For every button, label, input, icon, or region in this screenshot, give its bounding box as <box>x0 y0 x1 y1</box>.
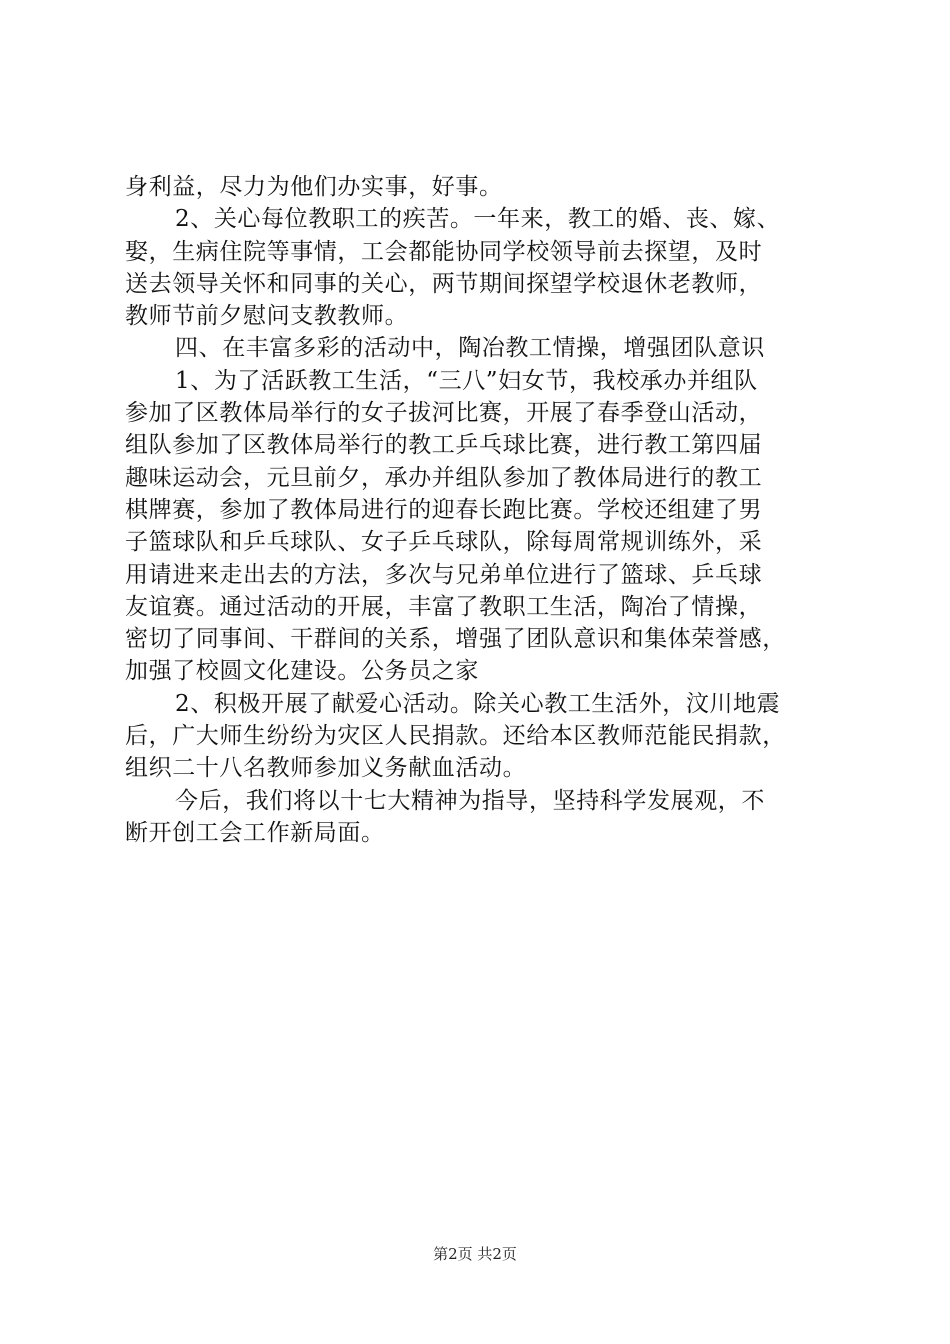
section-heading: 四、在丰富多彩的活动中，陶冶教工情操，增强团队意识 <box>175 335 765 362</box>
text-line: 送去领导关怀和同事的关心，两节期间探望学校退休老教师， <box>125 270 763 297</box>
text-line: 友谊赛。通过活动的开展，丰富了教职工生活，陶冶了情操， <box>125 593 763 620</box>
page-number-footer: 第2页 共2页 <box>433 1245 517 1263</box>
document-body <box>125 171 840 849</box>
text-line: 2、积极开展了献爱心活动。除关心教工生活外，汶川地震 <box>175 690 781 717</box>
text-line: 组织二十八名教师参加义务献血活动。 <box>125 755 527 782</box>
text-line: 趣味运动会，元旦前夕，承办并组队参加了教体局进行的教工 <box>125 464 763 491</box>
text-line: 断开创工会工作新局面。 <box>125 819 385 846</box>
text-line: 1、为了活跃教工生活，“三八”妇女节，我校承办并组队 <box>175 367 758 394</box>
text-line: 教师节前夕慰问支教教师。 <box>125 303 409 330</box>
text-line: 身利益，尽力为他们办实事，好事。 <box>125 174 503 200</box>
text-line: 今后，我们将以十七大精神为指导，坚持科学发展观，不 <box>175 787 765 814</box>
text-line: 组队参加了区教体局举行的教工乒乓球比赛，进行教工第四届 <box>125 432 763 459</box>
text-line: 加强了校圆文化建设。公务员之家 <box>125 658 479 685</box>
text-line: 棋牌赛，参加了教体局进行的迎春长跑比赛。学校还组建了男 <box>125 496 763 523</box>
text-line: 子篮球队和乒乓球队、女子乒乓球队，除每周常规训练外，采 <box>125 529 763 556</box>
text-line: 后，广大师生纷纷为灾区人民捐款。还给本区教师范能民捐款， <box>125 723 786 750</box>
text-line: 用请进来走出去的方法，多次与兄弟单位进行了篮球、乒乓球 <box>125 561 763 588</box>
text-line: 2、关心每位教职工的疾苦。一年来，教工的婚、丧、嫁、 <box>175 206 781 233</box>
text-line: 娶，生病住院等事情，工会都能协同学校领导前去探望，及时 <box>125 238 763 265</box>
text-line: 参加了区教体局举行的女子拔河比赛，开展了春季登山活动， <box>125 400 763 427</box>
text-line: 密切了同事间、干群间的关系，增强了团队意识和集体荣誉感， <box>125 626 786 653</box>
